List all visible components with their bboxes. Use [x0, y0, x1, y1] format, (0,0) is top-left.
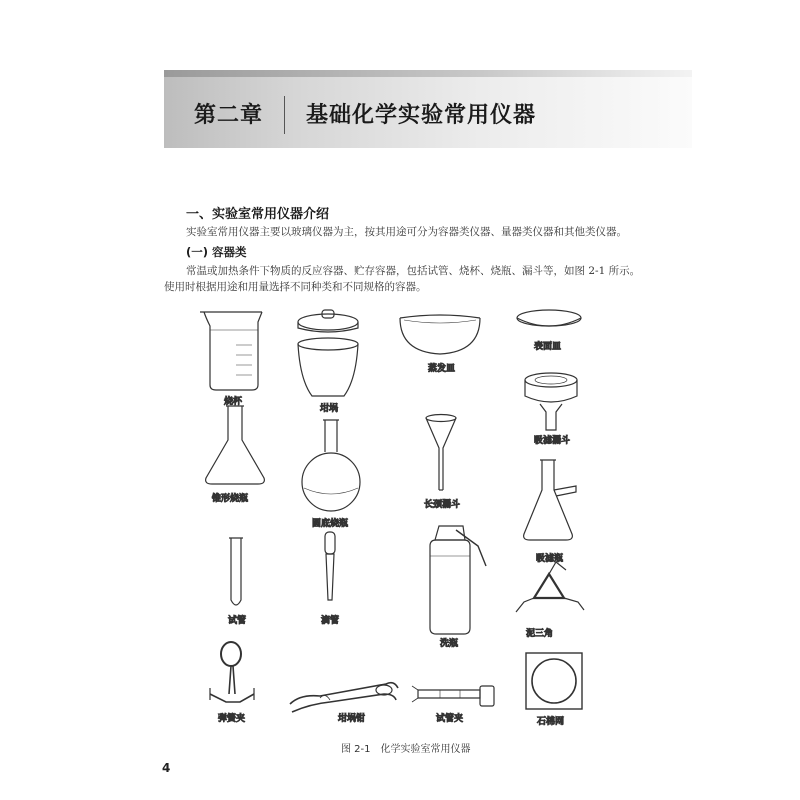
body-paragraph-line-1: 常温或加热条件下物质的反应容器、贮存容器，包括试管、烧杯、烧瓶、漏斗等，如图 2-1 所示。	[186, 265, 641, 277]
long-funnel-drawing	[426, 415, 456, 491]
figure-caption: 图 2-1 化学实验室常用仪器	[341, 744, 471, 755]
conical-flask-drawing	[206, 406, 265, 484]
label-wash-bottle: 洗瓶	[440, 639, 459, 649]
watch-glass-drawing	[517, 310, 581, 326]
label-test-tube: 试管	[228, 616, 247, 626]
sub-heading: (一) 容器类	[186, 245, 247, 259]
dropper-drawing	[325, 532, 335, 600]
intro-paragraph: 实验室常用仪器主要以玻璃仪器为主，按其用途可分为容器类仪器、量器类仪器和其他类仪器。	[186, 226, 627, 238]
round-flask-drawing	[302, 420, 360, 511]
test-tube-drawing	[229, 538, 243, 605]
label-evaporating-dish: 蒸发皿	[428, 364, 456, 374]
label-spring-clamp: 弹簧夹	[218, 714, 246, 724]
body-paragraph-line-2: 使用时根据用途和用量选择不同种类和不同规格的容器。	[164, 281, 427, 293]
evaporating-dish-drawing	[400, 315, 480, 354]
label-watch-glass: 表面皿	[534, 342, 562, 352]
tube-holder-drawing	[412, 686, 494, 706]
label-tube-holder: 试管夹	[436, 714, 464, 724]
clay-triangle-drawing	[516, 562, 584, 612]
chapter-number: 第二章	[194, 103, 264, 128]
label-conical-flask: 锥形烧瓶	[212, 494, 249, 504]
label-suction-funnel: 吸滤漏斗	[534, 436, 571, 446]
chapter-title: 基础化学实验常用仪器	[306, 103, 537, 128]
beaker-drawing	[200, 312, 262, 390]
wash-bottle-drawing	[430, 526, 486, 634]
label-round-flask: 圆底烧瓶	[312, 519, 349, 529]
label-asbestos-gauze: 石棉网	[537, 717, 565, 727]
page-number: 4	[162, 761, 171, 775]
section-heading: 一、实验室常用仪器介绍	[186, 207, 330, 222]
crucible-drawing	[298, 310, 358, 396]
label-beaker: 烧杯	[224, 397, 243, 407]
crucible-tongs-drawing	[290, 683, 398, 712]
label-long-funnel: 长颈漏斗	[424, 500, 461, 510]
label-crucible: 坩埚	[320, 404, 339, 414]
asbestos-gauze-drawing	[526, 653, 582, 709]
filter-flask-drawing	[524, 460, 576, 540]
spring-clamp-drawing	[210, 642, 254, 702]
label-clay-triangle: 泥三角	[526, 629, 554, 639]
label-filter-flask: 吸滤瓶	[536, 554, 564, 564]
label-dropper: 滴管	[321, 616, 340, 626]
label-crucible-tongs: 坩埚钳	[338, 714, 366, 724]
suction-funnel-drawing	[525, 373, 577, 430]
